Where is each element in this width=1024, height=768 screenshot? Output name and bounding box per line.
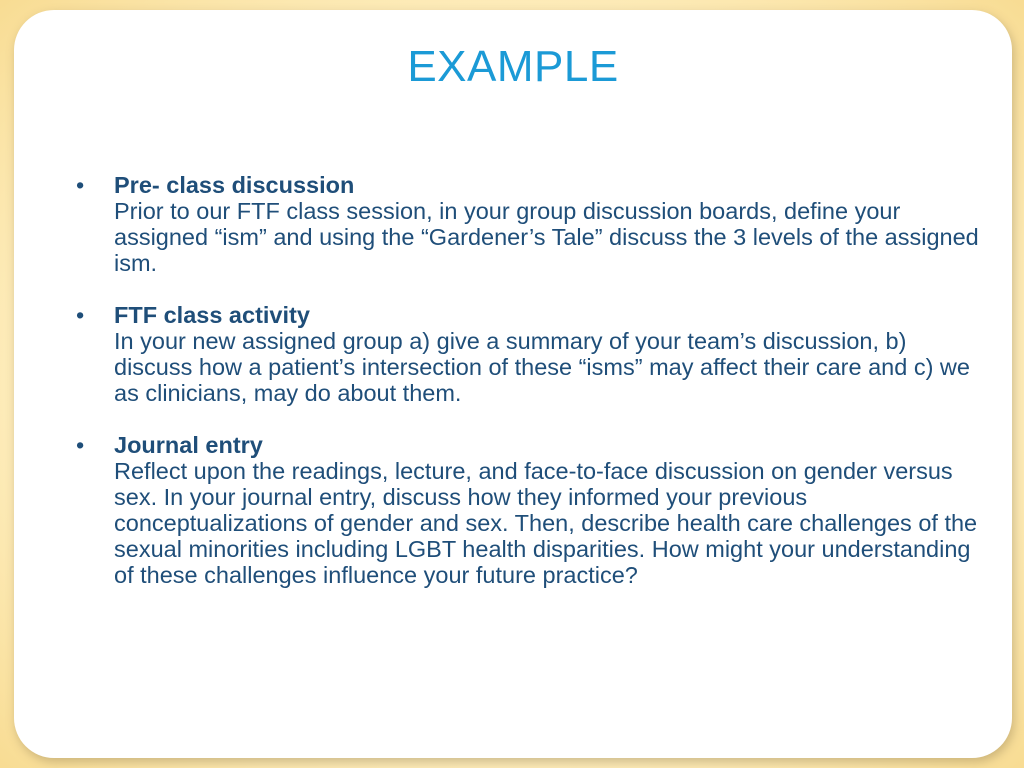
bullet-heading: FTF class activity [114, 302, 310, 328]
bullet-icon: • [76, 302, 85, 328]
list-item-ftf-class-activity [76, 302, 981, 406]
bullet-body: Reflect upon the readings, lecture, and face-to-face discussion on gender versus sex. In your journal entry, discuss how they informed your previous conceptualizations of gender and sex. Then, describe health care challenges of the sexual minorities including LGBT health disparities. How might your understanding of these challenges influence your future practice? [114, 458, 978, 588]
list-item-journal-entry [76, 432, 981, 588]
bullet-list [76, 172, 981, 614]
slide-title: EXAMPLE [407, 42, 619, 91]
bullet-heading: Pre- class discussion [114, 172, 355, 198]
list-item-pre-class-discussion [76, 172, 981, 276]
slide-card [14, 10, 1012, 758]
bullet-icon: • [76, 172, 85, 198]
bullet-heading: Journal entry [114, 432, 263, 458]
bullet-icon: • [76, 432, 85, 458]
bullet-body: Prior to our FTF class session, in your group discussion boards, define your assigned “ism” and using the “Gardener’s Tale” discuss the 3 levels of the assigned ism. [114, 198, 979, 276]
bullet-body: In your new assigned group a) give a summary of your team’s discussion, b) discuss how a patient’s intersection of these “isms” may affect their care and c) we as clinicians, may do about them. [114, 328, 970, 406]
